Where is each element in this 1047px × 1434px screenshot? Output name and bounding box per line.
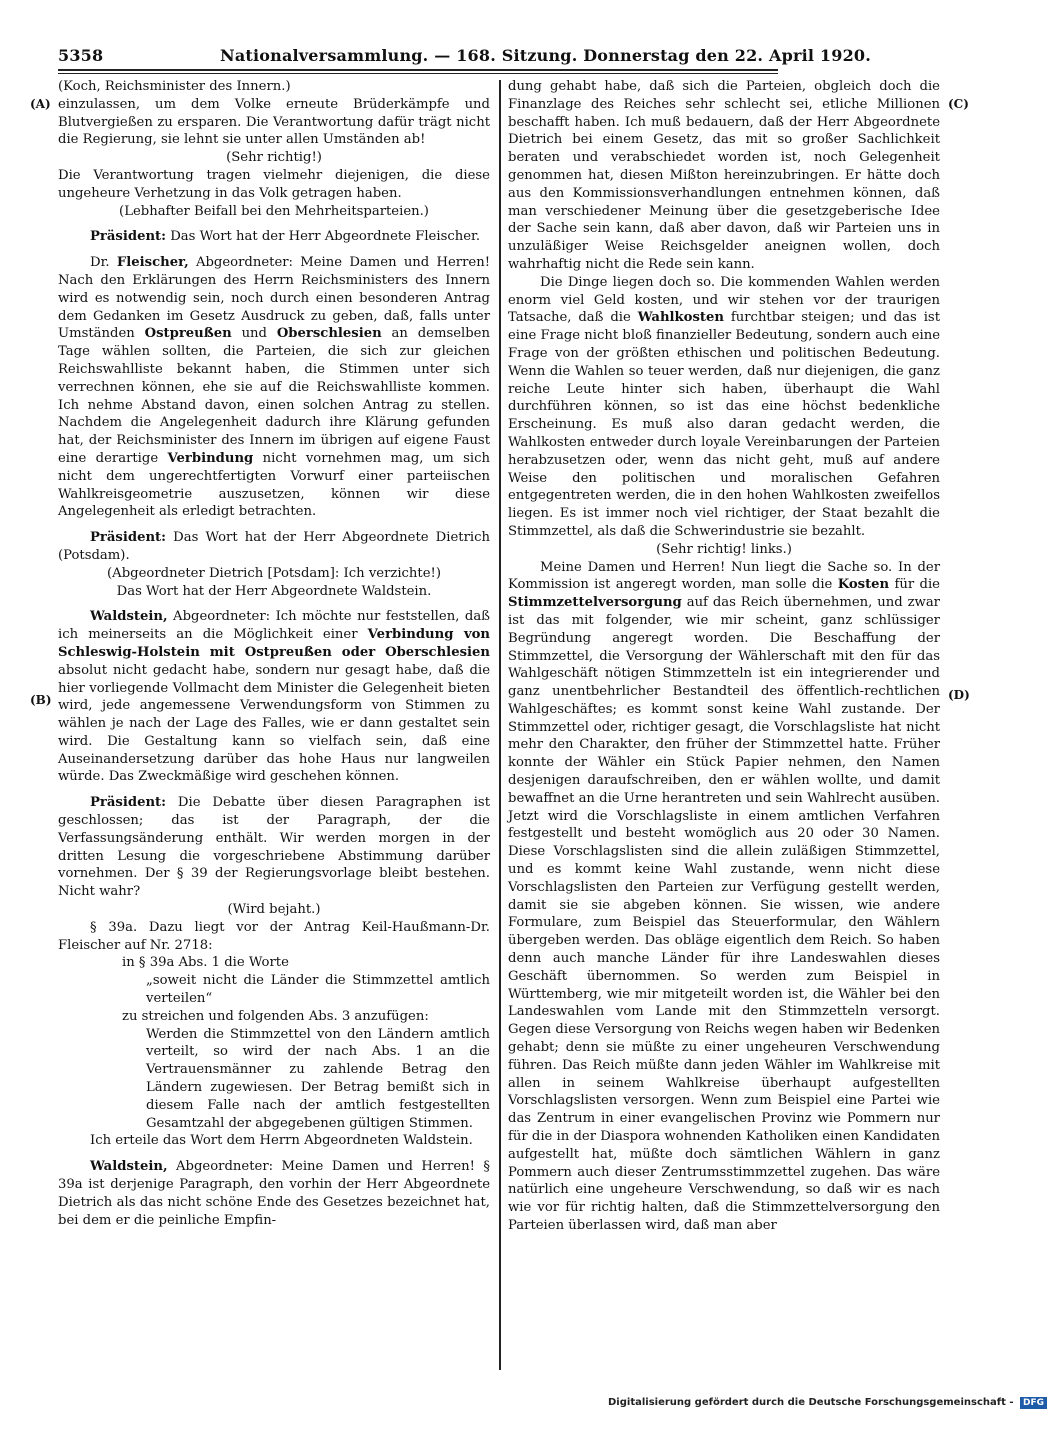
speech-text: Die Debatte über diesen Paragraphen ist geschlossen; das ist der Paragraph, der die Verfassungsänderung enthält. Wir werden morgen in der dritten Lesung die vorgeschriebene Abstimmung darüber vornehmen. Der § 39 der Regierungsvorlage bleibt bestehen. Nicht wahr? [58, 795, 490, 900]
paragraph [508, 274, 940, 541]
speech-text: nicht vornehmen mag, um sich nicht dem ungerechtfertigten Vorwurf einer parteiischen Wahlkreisgeometrie auszusetzen, können wir diese Angelegenheit als erledigt betrachten. [58, 450, 490, 520]
page-header [58, 46, 872, 68]
speech-text: absolut nicht gedacht habe, sondern nur gesagt habe, daß die hier vorliegende Vollmacht dem Minister die Gelegenheit bieten wird, jede angemessene Verwendungsform von Stimmen zu wählen je nach der Lage des Falles, wie er dann gestaltet sein wird. Die Gestaltung kann so vielfach sein, daß eine Auseinandersetzung darüber das hohe Haus nur langweilen würde. Das Zweckmäßige wird geschehen können. [58, 662, 490, 785]
speech-text: Meine Damen und Herren! Nun liegt die Sache so. In der Kommission ist angeregt worden, man solle die [508, 559, 940, 593]
margin-marker-b: (B) [30, 693, 52, 707]
motion-intro: § 39a. Dazu liegt vor der Antrag Keil-Haußmann-Dr. Fleischer auf Nr. 2718: [58, 919, 490, 953]
header-rule-thick [58, 69, 778, 71]
speech-text: Das Wort hat der Herr Abgeordnete Dietrich (Potsdam). [58, 530, 490, 563]
speech-text: Abgeordneter: Ich möchte nur feststellen, daß ich meinerseits an die Möglichkeit einer [58, 609, 490, 643]
right-column [508, 78, 940, 1235]
speech-president [58, 228, 490, 246]
speaker-title: Dr. [90, 255, 110, 271]
paragraph: Ich erteile das Wort dem Herrn Abgeordneten Waldstein. [90, 1133, 473, 1149]
paragraph: einzulassen, um dem Volke erneute Brüderkämpfe und Blutvergießen zu ersparen. Die Verantwortung dafür trägt nicht die Regierung, sie lehnt sie unter allen Umständen ab! [58, 96, 490, 148]
speaker-name: Präsident: [90, 229, 167, 245]
motion-line: in § 39a Abs. 1 die Worte [122, 955, 289, 971]
left-column [58, 78, 490, 1229]
speaker-name: Waldstein, [90, 1159, 168, 1175]
interjection: (Sehr richtig!) [226, 150, 322, 166]
motion-text: Werden die Stimmzettel von den Ländern amtlich verteilt, so wird der nach Abs. 1 an die Vertrauensmänner zu zahlende Betrag den Ländern zugewiesen. Der Betrag bemißt sich in diesem Falle nach der amtlich festgestellten Gesamtzahl der abgegebenen gültigen Stimmen. [146, 1026, 490, 1131]
emphasis: Verbindung von Schleswig-Holstein mit Ostpreußen oder Oberschlesien [58, 627, 490, 660]
speaker-name: Präsident: [90, 795, 167, 811]
column-divider [499, 80, 501, 1370]
speech-text: Das Wort hat der Herr Abgeordnete Fleischer. [170, 229, 481, 245]
speech-text: Die Dinge liegen doch so. Die kommenden Wahlen werden enorm viel Geld kosten, und wir stehen vor der traurigen Tatsache, daß die [508, 274, 940, 326]
interjection: (Sehr richtig! links.) [656, 541, 792, 557]
footer-credit [608, 1397, 1047, 1409]
interjection: (Abgeordneter Dietrich [Potsdam]: Ich verzichte!) [107, 565, 441, 581]
paragraph: dung gehabt habe, daß sich die Parteien, obgleich doch die Finanzlage des Reiches sehr schlecht sei, etliche Millionen beschafft haben. Ich muß bedauern, daß der Herr Abgeordnete Dietrich bei einem Gesetz, das mit so großer Sachlichkeit beraten und verabschiedet worden ist, noch Gelegenheit genommen hat, diesen Mißton hereinzubringen. Er hätte doch aus den Kommissionsverhandlungen entnehmen können, daß man verschiedener Meinung über die gesetzgeberische Idee der Sache sein kann, daß aber davon, daß wir Parteien uns in unzuläßiger Weise Reichsgelder aneignen wollen, doch wahrhaftig nicht die Rede sein kann. [508, 79, 940, 272]
emphasis: Oberschlesien [276, 326, 382, 342]
emphasis: Wahlkosten [637, 310, 724, 326]
speech-text: Abgeordneter: Meine Damen und Herren! § 39a ist derjenige Paragraph, den vorhin der Herr Abgeordnete Dietrich als das nicht schöne Ende des Gesetzes bezeichnet hat, bei dem er die peinliche Empfin- [58, 1159, 490, 1228]
dfg-logo: DFG [1020, 1397, 1047, 1409]
running-title: Nationalversammlung. — 168. Sitzung. Donnerstag den 22. April 1920. [220, 46, 872, 65]
header-rule-thin [58, 73, 778, 74]
speech-text: furchtbar steigen; und das ist eine Frage nicht bloß finanzieller Bedeutung, sondern auch eine Frage von der größten ethischen und politischen Bedeutung. Wenn die Wahlen so teuer werden, daß nur diejenigen, die ganz reiche Leute hinter sich haben, überhaupt die Wahl durchführen können, so ist das eine höchst bedenkliche Erscheinung. Es muß also daran gedacht werden, die Wahlkosten entweder durch loyale Vereinbarungen der Parteien herabzusetzen oder, wenn das nicht geht, muß auf andere Weise den politischen und moralischen Gefahren entgegentreten werden, die in den hohen Wahlkosten zweifellos liegen. Es ist immer noch viel richtiger, der Staat bezahlt die Stimmzettel, als daß die Schwerindustrie sie bezahlt. [508, 310, 940, 539]
emphasis: Verbindung [167, 450, 254, 466]
margin-marker-d: (D) [948, 688, 970, 702]
motion-line: zu streichen und folgenden Abs. 3 anzufügen: [122, 1008, 429, 1024]
speech-waldstein [58, 608, 490, 786]
speaker-context: (Koch, Reichsminister des Innern.) [58, 79, 291, 94]
speaker-name: Waldstein, [90, 609, 168, 625]
margin-marker-c: (C) [948, 97, 969, 111]
emphasis: Kosten [837, 577, 890, 593]
paragraph: Die Verantwortung tragen vielmehr diejenigen, die diese ungeheure Verhetzung in das Volk getragen haben. [58, 167, 490, 201]
speech-fleischer [58, 254, 490, 521]
interjection: (Lebhafter Beifall bei den Mehrheitsparteien.) [119, 203, 429, 219]
paragraph [508, 559, 940, 1235]
speech-president [58, 794, 490, 901]
emphasis: Stimmzettelversorgung [508, 595, 682, 611]
speech-text: an demselben Tage wählen sollten, die Parteien, die sich zur gleichen Reichswahlliste bekannt haben, die Stimmen unter sich verrechnen können, ehe sie auf die Reichswahlliste kommen. Ich nehme Abstand davon, einen solchen Antrag zu stellen. Nachdem die Angelegenheit dadurch ihre Klärung gefunden hat, der Reichsminister des Innern im übrigen auf eigene Faust eine derartige [58, 326, 490, 466]
speaker-name: Präsident: [90, 530, 167, 546]
speech-text: Abgeordneter: Meine Damen und Herren! Nach den Erklärungen des Herrn Reichsministers des Innern wird es notwendig sein, noch durch einen besonderen Antrag dem Gedanken im Gesetz Ausdruck zu geben, daß, falls unter Umständen [58, 255, 491, 342]
emphasis: Ostpreußen [144, 326, 232, 342]
speech-waldstein [58, 1158, 490, 1229]
speaker-name: Fleischer, [116, 255, 189, 271]
margin-marker-a: (A) [30, 97, 51, 111]
speech-president [58, 529, 490, 565]
speech-text: und [241, 326, 267, 342]
footer-text: Digitalisierung gefördert durch die Deutsche Forschungsgemeinschaft - [608, 1397, 1014, 1408]
paragraph: Das Wort hat der Herr Abgeordnete Waldstein. [116, 583, 432, 599]
motion-quote: „soweit nicht die Länder die Stimmzettel amtlich verteilen“ [146, 973, 490, 1007]
speech-text: für die [894, 577, 940, 593]
speech-text: auf das Reich übernehmen, und zwar ist das mit folgender, wie mir scheint, ganz schlüssiger Begründung angeregt worden. Die Beschaffung der Stimmzettel, die Versorgung der Wählerschaft mit den für das Wahlgeschäft nötigen Stimmzetteln ist ein integrierender und ganz unentbehrlicher Bestandteil des öffentlich-rechtlichen Wahlgeschäftes; es kommt sonst keine Wahl zustande. Der Stimmzettel oder, richtiger gesagt, die Vorschlagsliste hat nicht mehr den Charakter, den früher der Stimmzettel hatte. Früher konnte der Wähler ein Stück Papier nehmen, den Namen desjenigen daraufschreiben, den er wählen wollte, und damit bewaffnet an die Urne herantreten und sein Wahlrecht ausüben. Jetzt wird die Vorschlagsliste in einem amtlichen Verfahren festgestellt und besteht womöglich aus 20 oder 30 Namen. Diese Vorschlagslisten sind die allein zuläßigen Stimmzettel, und es kommt keine Wahl zustande, wenn nicht diese Vorschlagslisten den Parteien zur Verfügung gestellt werden, damit sie sie abgeben können. Sie wissen, wie andere Formulare, zum Beispiel das Steuerformular, den Wählern übergeben werden. Das obläge eigentlich dem Reich. So haben denn auch manche Länder für ihre Landeswahlen dieses Geschäft übernommen. So werden zum Beispiel in Württemberg, wie mir mitgeteilt worden ist, die Wähler bei den Landeswahlen vom Lande mit den Stimmzetteln versorgt. Gegen diese Versorgung von Reichs wegen haben wir Bedenken gehabt; denn sie müßte zu einer ungeheuren Verschwendung führen. Das Reich müßte dann jeden Wähler im Wahlkreise mit allen in seinem Wahlkreise überhaupt aufgestellten Vorschlagslisten versorgen. Wenn zum Beispiel eine Partei wie das Zentrum in einer evangelischen Provinz wie Pommern nur für die in der Diaspora wohnenden Katholiken einen Kandidaten aufgestellt hat, müßte doch sämtlichen Wählern in ganz Pommern auch dieser Zentrumsstimmzettel zugehen. Das wäre natürlich eine ungeheure Verschwendung, so daß wir es nach wie vor für richtig halten, daß die Stimmzettelversorgung den Parteien überlassen wird, daß man aber [508, 595, 940, 1233]
page-number: 5358 [58, 46, 104, 65]
interjection: (Wird bejaht.) [227, 902, 321, 918]
